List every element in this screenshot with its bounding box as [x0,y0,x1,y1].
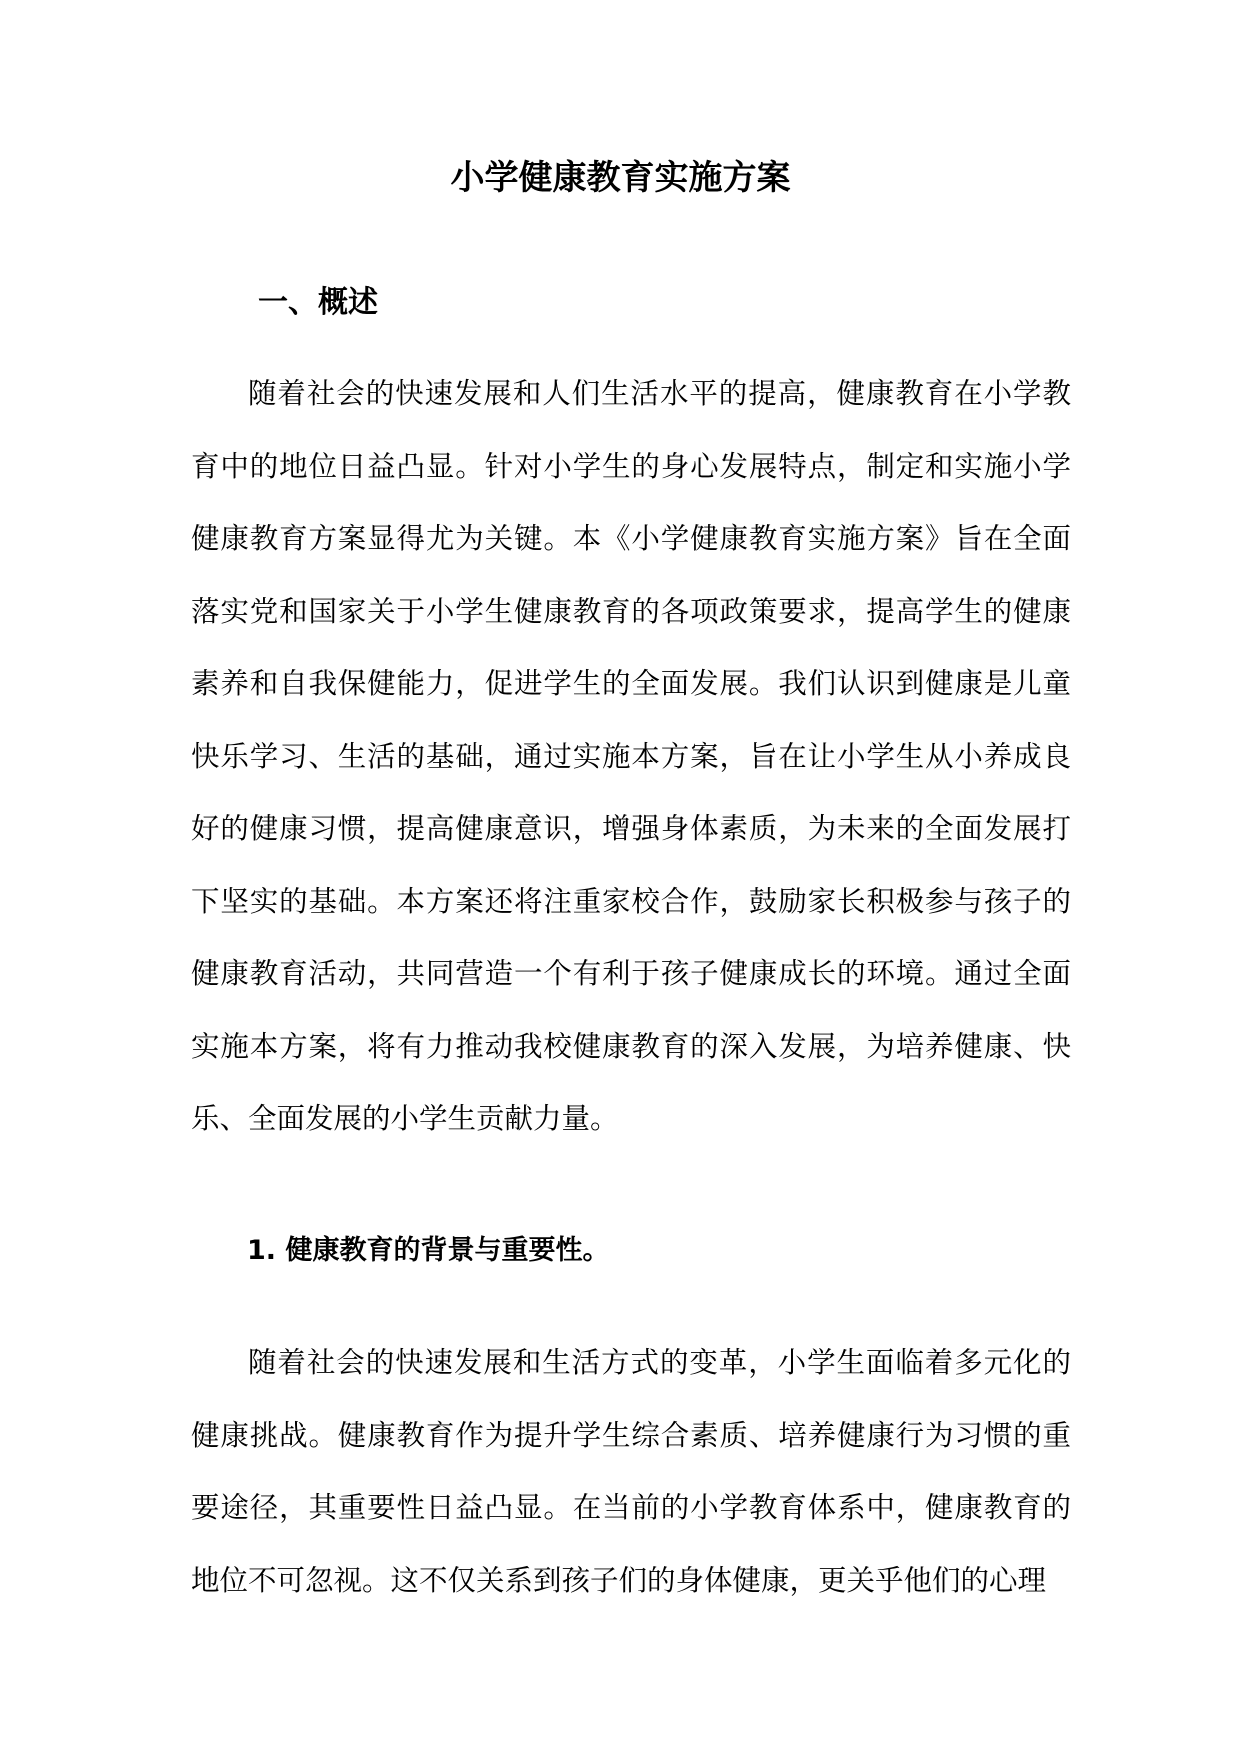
overview-paragraph: 随着社会的快速发展和人们生活水平的提高，健康教育在小学教育中的地位日益凸显。针对小学生的身心发展特点，制定和实施小学健康教育方案显得尤为关键。本《小学健康教育实施方案》旨在全面落实党和国家关于小学生健康教育的各项政策要求，提高学生的健康素养和自我保健能力，促进学生的全面发展。我们认识到健康是儿童快乐学习、生活的基础，通过实施本方案，旨在让小学生从小养成良好的健康习惯，提高健康意识，增强身体素质，为未来的全面发展打下坚实的基础。本方案还将注重家校合作，鼓励家长积极参与孩子的健康教育活动，共同营造一个有利于孩子健康成长的环境。通过全面实施本方案，将有力推动我校健康教育的深入发展，为培养健康、快乐、全面发展的小学生贡献力量。 [191,377,1071,1135]
section-heading-overview: 一、概述 [258,285,378,320]
background-paragraph: 随着社会的快速发展和生活方式的变革，小学生面临着多元化的健康挑战。健康教育作为提升学生综合素质、培养健康行为习惯的重要途径，其重要性日益凸显。在当前的小学教育体系中，健康教育的地位不可忽视。这不仅关系到孩子们的身体健康，更关乎他们的心理 [191,1346,1071,1597]
subsection-heading-background: 1. 健康教育的背景与重要性。 [247,1235,610,1266]
document-title: 小学健康教育实施方案 [450,158,791,198]
